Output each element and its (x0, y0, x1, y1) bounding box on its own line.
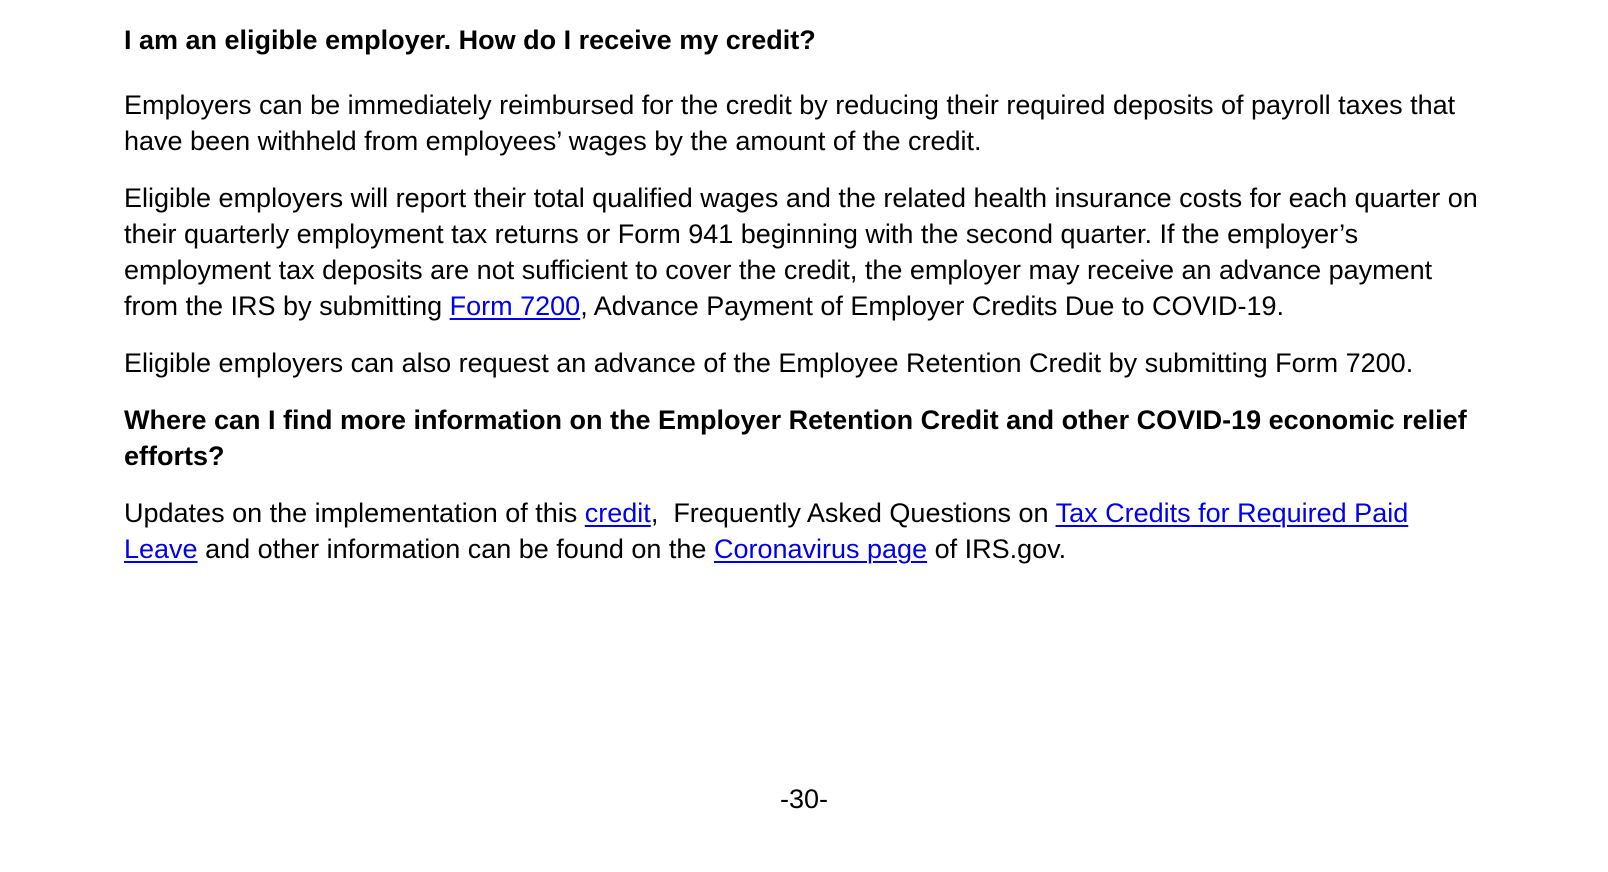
updates-text-4: of IRS.gov. (927, 534, 1067, 564)
coronavirus-page-link[interactable]: Coronavirus page (713, 534, 928, 564)
paragraph-reporting-text-end: , Advance Payment of Employer Credits Due to COVID-19. (580, 291, 1284, 321)
paragraph-reimbursement: Employers can be immediately reimbursed for the credit by reducing their required deposits of payroll taxes that have been withheld from employees’ wages by the amount of the credit. (124, 90, 1456, 156)
paragraph-reporting-text-start: Eligible employers will report their total qualified wages and the related health insurance costs for each quarter on their quarterly employment tax returns or Form 941 beginning with the second quarter. If the employer’s employment tax deposits are not sufficient to cover the credit, the employer may receive an advance payment from the IRS by submitting (124, 183, 1478, 321)
page-number: -30- (779, 784, 828, 814)
updates-text-1: Updates on the implementation of this (124, 498, 585, 528)
paragraph-reporting (124, 180, 1489, 324)
form-7200-link[interactable]: Form 7200 (449, 291, 581, 321)
tax-credits-paid-leave-link[interactable]: Tax Credits for Required Paid Leave (124, 498, 1409, 564)
credit-link[interactable]: credit (584, 498, 651, 528)
section-heading-more-info: Where can I find more information on the Employer Retention Credit and other COVID-19 economic relief efforts? (124, 405, 1467, 471)
updates-text-2: , Frequently Asked Questions on (650, 498, 1056, 528)
document-page (124, 22, 1489, 567)
section-heading-receive-credit: I am an eligible employer. How do I receive my credit? (124, 25, 816, 55)
paragraph-updates (124, 495, 1489, 567)
updates-text-3: and other information can be found on the (197, 534, 714, 564)
paragraph-advance-request: Eligible employers can also request an advance of the Employee Retention Credit by submitting Form 7200. (124, 348, 1414, 378)
